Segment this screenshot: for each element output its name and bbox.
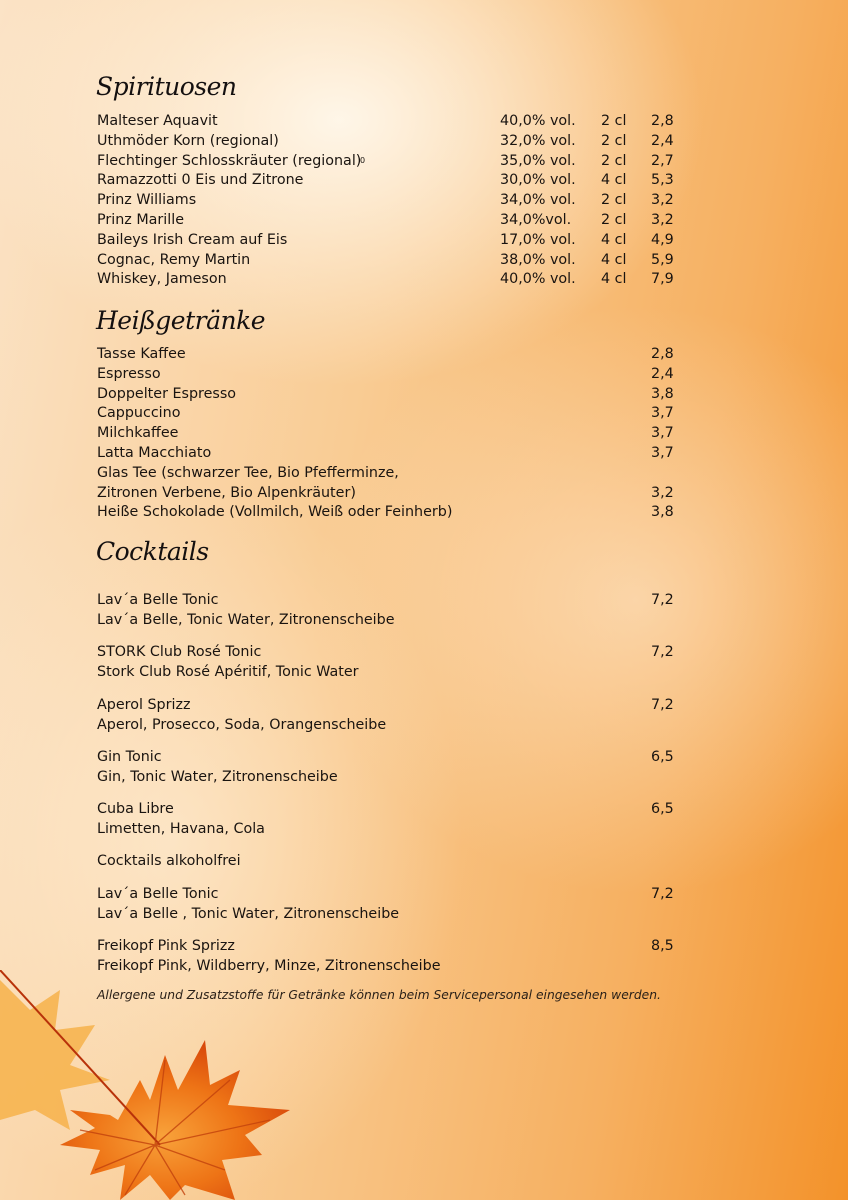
spirit-name: Malteser Aquavit	[97, 113, 218, 129]
cocktail-price: 6,5	[651, 748, 674, 765]
alkoholfrei-cocktail-price: 8,5	[651, 938, 674, 955]
hot-drink-price: 2,8	[651, 346, 674, 362]
spirit-price: 4,9	[651, 231, 674, 248]
spirit-price: 3,2	[651, 212, 674, 228]
cocktail-ingredients: Gin, Tonic Water, Zitronenscheibe	[97, 768, 338, 785]
cocktail-ingredients: Stork Club Rosé Apéritif, Tonic Water	[97, 664, 359, 681]
allergen-note: Allergene und Zusatzstoffe für Getränke können beim Servicepersonal eingesehen werden.	[97, 988, 661, 1002]
hot-drink-row	[97, 502, 677, 522]
spirit-price: 2,8	[651, 113, 674, 129]
spirit-row	[97, 151, 677, 171]
cocktail-description	[97, 767, 677, 787]
hot-drink-price: 3,7	[651, 445, 674, 461]
hot-drink-row	[97, 384, 677, 404]
spirit-row	[97, 190, 677, 210]
hot-drink-name: Zitronen Verbene, Bio Alpenkräuter)	[97, 484, 356, 501]
cocktail-price: 7,2	[651, 644, 674, 661]
spirituosen-heading: Spirituosen	[96, 72, 237, 101]
cocktail-ingredients: Aperol, Prosecco, Soda, Orangenscheibe	[97, 716, 387, 733]
spirit-name: Prinz Williams	[97, 192, 197, 209]
hot-drink-name: Heiße Schokolade (Vollmilch, Weiß oder Feinherb)	[97, 504, 453, 521]
cocktail-description	[97, 715, 677, 735]
spirit-price: 5,3	[651, 172, 674, 189]
cocktail-row	[97, 747, 677, 767]
hot-drink-row	[97, 463, 677, 483]
cocktail-description	[97, 610, 677, 630]
hot-drink-row	[97, 423, 677, 443]
hot-drink-name: Doppelter Espresso	[97, 385, 237, 402]
hot-drink-name: Glas Tee (schwarzer Tee, Bio Pfefferminze,	[97, 464, 399, 481]
spirit-cl: 4 cl	[601, 231, 627, 248]
spirit-cl: 2 cl	[601, 192, 627, 209]
spirit-cl: 2 cl	[601, 212, 627, 228]
spirit-cl: 2 cl	[601, 132, 627, 149]
cocktail-ingredients: Lav´a Belle, Tonic Water, Zitronenscheibe	[97, 612, 395, 628]
alkoholfrei-cocktail-row	[97, 936, 677, 956]
cocktail-name: Gin Tonic	[97, 748, 162, 765]
hot-drink-row	[97, 403, 677, 423]
hot-drink-row	[97, 344, 677, 364]
spirit-vol: 38,0% vol.	[500, 251, 576, 268]
cocktail-row	[97, 590, 677, 610]
hot-drink-price: 3,8	[651, 504, 674, 521]
hot-drink-price: 3,8	[651, 385, 674, 402]
cocktail-price: 6,5	[651, 801, 674, 818]
hot-drink-row	[97, 483, 677, 503]
hot-drink-price: 3,7	[651, 425, 674, 442]
hot-drink-name: Espresso	[97, 365, 161, 382]
alkoholfrei-cocktail-price: 7,2	[651, 886, 674, 902]
hot-drink-price: 3,2	[651, 484, 674, 501]
spirit-cl: 2 cl	[601, 113, 627, 129]
spirit-row	[97, 230, 677, 250]
cocktail-price: 7,2	[651, 592, 674, 608]
spirit-name: Baileys Irish Cream auf Eis	[97, 231, 288, 248]
hot-drink-price: 3,7	[651, 405, 674, 422]
spirit-cl: 2 cl	[601, 152, 627, 169]
cocktail-description	[97, 819, 677, 839]
hot-drink-name: Milchkaffee	[97, 425, 179, 442]
spirit-price: 7,9	[651, 271, 674, 288]
spirit-cl: 4 cl	[601, 172, 627, 189]
spirit-vol: 34,0%vol.	[500, 212, 572, 228]
alkoholfrei-cocktail-name: Lav´a Belle Tonic	[97, 886, 219, 902]
alkoholfrei-cocktail-name: Freikopf Pink Sprizz	[97, 938, 235, 955]
spirit-name: Ramazzotti 0 Eis und Zitrone	[97, 172, 304, 189]
spirit-vol: 40,0% vol.	[500, 113, 576, 129]
hot-drink-name: Cappuccino	[97, 405, 181, 422]
spirit-name: Prinz Marille	[97, 212, 185, 228]
hot-drink-price: 2,4	[651, 365, 674, 382]
spirit-vol: 30,0% vol.	[500, 172, 576, 189]
cocktail-row	[97, 642, 677, 662]
spirit-cl: 4 cl	[601, 251, 627, 268]
spirit-name: Whiskey, Jameson	[97, 271, 227, 288]
spirit-sup: 0	[360, 155, 366, 165]
cocktail-ingredients: Limetten, Havana, Cola	[97, 821, 265, 838]
hot-drink-name: Latta Macchiato	[97, 445, 212, 461]
spirit-vol: 32,0% vol.	[500, 132, 576, 149]
cocktail-name: Lav´a Belle Tonic	[97, 592, 219, 608]
spirit-vol: 40,0% vol.	[500, 271, 576, 288]
hot-drink-name: Tasse Kaffee	[97, 346, 186, 362]
cocktail-row	[97, 799, 677, 819]
hot-drink-row	[97, 364, 677, 384]
alkoholfrei-cocktail-description	[97, 904, 677, 924]
cocktails-heading: Cocktails	[96, 537, 209, 566]
alkoholfrei-cocktail-ingredients: Freikopf Pink, Wildberry, Minze, Zitronenscheibe	[97, 958, 441, 975]
maple-leaf-icon	[0, 970, 300, 1200]
cocktails-alkoholfrei-label: Cocktails alkoholfrei	[97, 853, 241, 869]
cocktail-name: Cuba Libre	[97, 801, 174, 818]
spirit-name: Uthmöder Korn (regional)	[97, 132, 279, 149]
alkoholfrei-cocktail-row	[97, 884, 677, 904]
spirit-price: 2,7	[651, 152, 674, 169]
heissgetraenke-heading: Heißgetränke	[96, 306, 266, 335]
cocktail-price: 7,2	[651, 696, 674, 713]
cocktail-name: Aperol Sprizz	[97, 696, 191, 713]
spirit-price: 2,4	[651, 132, 674, 149]
spirit-cl: 4 cl	[601, 271, 627, 288]
spirit-name: Cognac, Remy Martin	[97, 251, 251, 268]
alkoholfrei-cocktail-ingredients: Lav´a Belle , Tonic Water, Zitronenscheibe	[97, 906, 400, 922]
spirit-row	[97, 269, 677, 289]
spirit-vol: 35,0% vol.	[500, 152, 576, 169]
spirit-row	[97, 131, 677, 151]
cocktail-row	[97, 695, 677, 715]
cocktail-name: STORK Club Rosé Tonic	[97, 644, 262, 661]
cocktail-description	[97, 662, 677, 682]
spirit-row	[97, 250, 677, 270]
hot-drink-row	[97, 443, 677, 463]
spirit-vol: 17,0% vol.	[500, 231, 576, 248]
spirit-vol: 34,0% vol.	[500, 192, 576, 209]
spirit-name: Flechtinger Schlosskräuter (regional)	[97, 152, 362, 169]
spirit-price: 5,9	[651, 251, 674, 268]
spirit-row	[97, 170, 677, 190]
spirit-row	[97, 210, 677, 230]
spirit-row	[97, 111, 677, 131]
spirit-price: 3,2	[651, 192, 674, 209]
